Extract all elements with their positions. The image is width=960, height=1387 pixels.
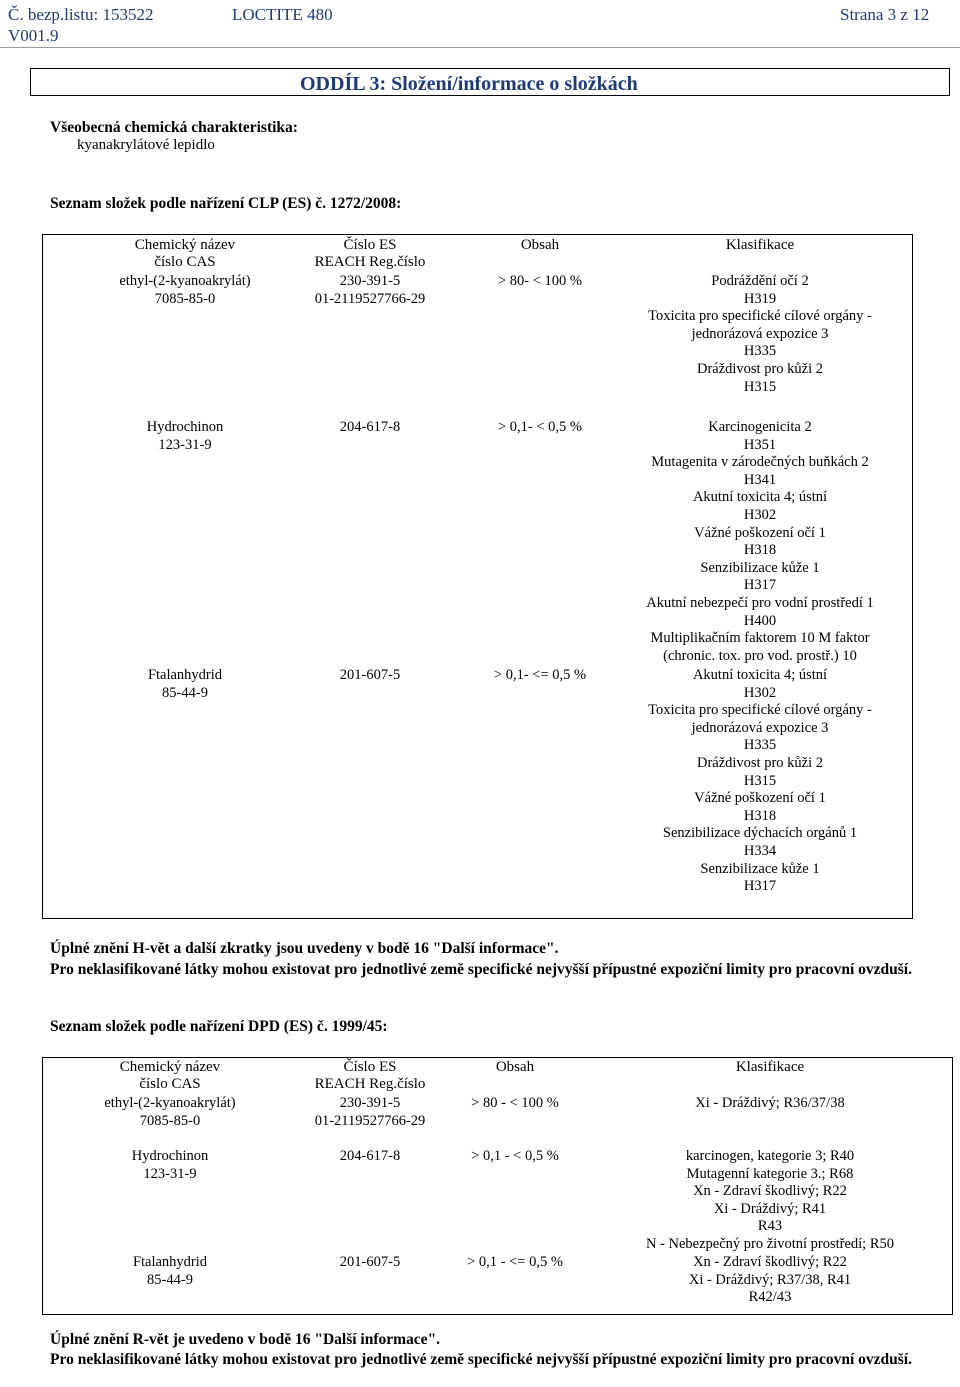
clp-row1-name: ethyl-(2-kyanoakrylát) 7085-85-0 <box>119 273 251 307</box>
dpd-row2-es: 204-617-8 <box>339 1148 401 1164</box>
dpd-heading: Seznam složek podle nařízení DPD (ES) č. 1999/45: <box>50 1018 388 1035</box>
clp-col-name: Chemický název číslo CAS <box>134 237 236 270</box>
dpd-row1-es: 230-391-5 01-2119527766-29 <box>314 1095 426 1129</box>
general-value: kyanakrylátové lepidlo <box>77 137 215 153</box>
clp-note-limits: Pro neklasifikované látky mohou existovat pro jednotlivé země specifické nejvyšší přípustné expoziční limity pro pracovní ovzduší. <box>50 961 912 978</box>
dpd-col-class: Klasifikace <box>735 1059 805 1075</box>
section-title: ODDÍL 3: Složení/informace o složkách <box>300 73 638 95</box>
clp-row3-es: 201-607-5 <box>339 667 401 683</box>
clp-row1-class: Podráždění očí 2 H319 Toxicita pro specifické cílové orgány - jednorázová expozice 3 H335 Dráždivost pro kůži 2 H315 <box>648 273 872 395</box>
dpd-note-r-phrases: Úplné znění R-vět je uvedeno v bodě 16 "Další informace". <box>50 1331 441 1348</box>
dpd-col-es: Číslo ES REACH Reg.číslo <box>314 1059 426 1092</box>
dpd-row2-class: karcinogen, kategorie 3; R40 Mutagenní kategorie 3.; R68 Xn - Zdraví škodlivý; R22 Xi - Dráždivý; R41 R43 N - Nebezpečný pro životní prostředí; R50 <box>645 1148 895 1252</box>
clp-row2-content: > 0,1- < 0,5 % <box>497 419 582 435</box>
header-divider <box>0 47 960 48</box>
dpd-row3-class: Xn - Zdraví škodlivý; R22 Xi - Dráždivý; R37/38, R41 R42/43 <box>688 1254 852 1306</box>
clp-row1-content: > 80- < 100 % <box>497 273 582 289</box>
general-label: Všeobecná chemická charakteristika: <box>50 119 298 136</box>
clp-heading: Seznam složek podle nařízení CLP (ES) č. 1272/2008: <box>50 195 402 212</box>
page-number: Strana 3 z 12 <box>840 5 930 24</box>
dpd-row2-content: > 0,1 - < 0,5 % <box>471 1148 559 1164</box>
dpd-row3-content: > 0,1 - <= 0,5 % <box>467 1254 563 1270</box>
clp-col-class: Klasifikace <box>725 237 795 253</box>
clp-row2-es: 204-617-8 <box>339 419 401 435</box>
clp-row2-class: Karcinogenicita 2 H351 Mutagenita v zárodečných buňkách 2 H341 Akutní toxicita 4; ústní H302 Vážné poškození očí 1 H318 Senzibilizace kůže 1 H317 Akutní nebezpečí pro vodní prostředí 1 H400 Multiplikačním faktorem 10 M faktor (chronic. tox. pro vod. prostř.) 10 <box>646 419 874 664</box>
dpd-row1-name: ethyl-(2-kyanoakrylát) 7085-85-0 <box>104 1095 236 1129</box>
dpd-note-limits: Pro neklasifikované látky mohou existovat pro jednotlivé země specifické nejvyšší přípustné expoziční limity pro pracovní ovzduší. <box>50 1351 912 1368</box>
clp-row1-es: 230-391-5 01-2119527766-29 <box>314 273 426 307</box>
version: V001.9 <box>8 26 59 45</box>
product-name: LOCTITE 480 <box>232 5 333 24</box>
dpd-col-content: Obsah <box>495 1059 535 1075</box>
dpd-row2-name: Hydrochinon 123-31-9 <box>131 1148 209 1182</box>
dpd-row1-class: Xi - Dráždivý; R36/37/38 <box>695 1095 845 1111</box>
clp-col-content: Obsah <box>520 237 560 253</box>
clp-row2-name: Hydrochinon 123-31-9 <box>146 419 224 453</box>
clp-row3-name: Ftalanhydrid 85-44-9 <box>147 667 223 701</box>
clp-col-es: Číslo ES REACH Reg.číslo <box>314 237 426 270</box>
dpd-row3-name: Ftalanhydrid 85-44-9 <box>132 1254 208 1288</box>
clp-note-h-phrases: Úplné znění H-vět a další zkratky jsou uvedeny v bodě 16 "Další informace". <box>50 940 559 957</box>
dpd-row1-content: > 80 - < 100 % <box>471 1095 559 1111</box>
dpd-row3-es: 201-607-5 <box>339 1254 401 1270</box>
clp-row3-content: > 0,1- <= 0,5 % <box>493 667 587 683</box>
sheet-number: Č. bezp.listu: 153522 <box>8 5 154 24</box>
clp-row3-class: Akutní toxicita 4; ústní H302 Toxicita pro specifické cílové orgány - jednorázová expozice 3 H335 Dráždivost pro kůži 2 H315 Vážné poškození očí 1 H318 Senzibilizace dýchacích orgánů 1 H334 Senzibilizace kůže 1 H317 <box>648 667 872 895</box>
dpd-col-name: Chemický název číslo CAS <box>119 1059 221 1092</box>
